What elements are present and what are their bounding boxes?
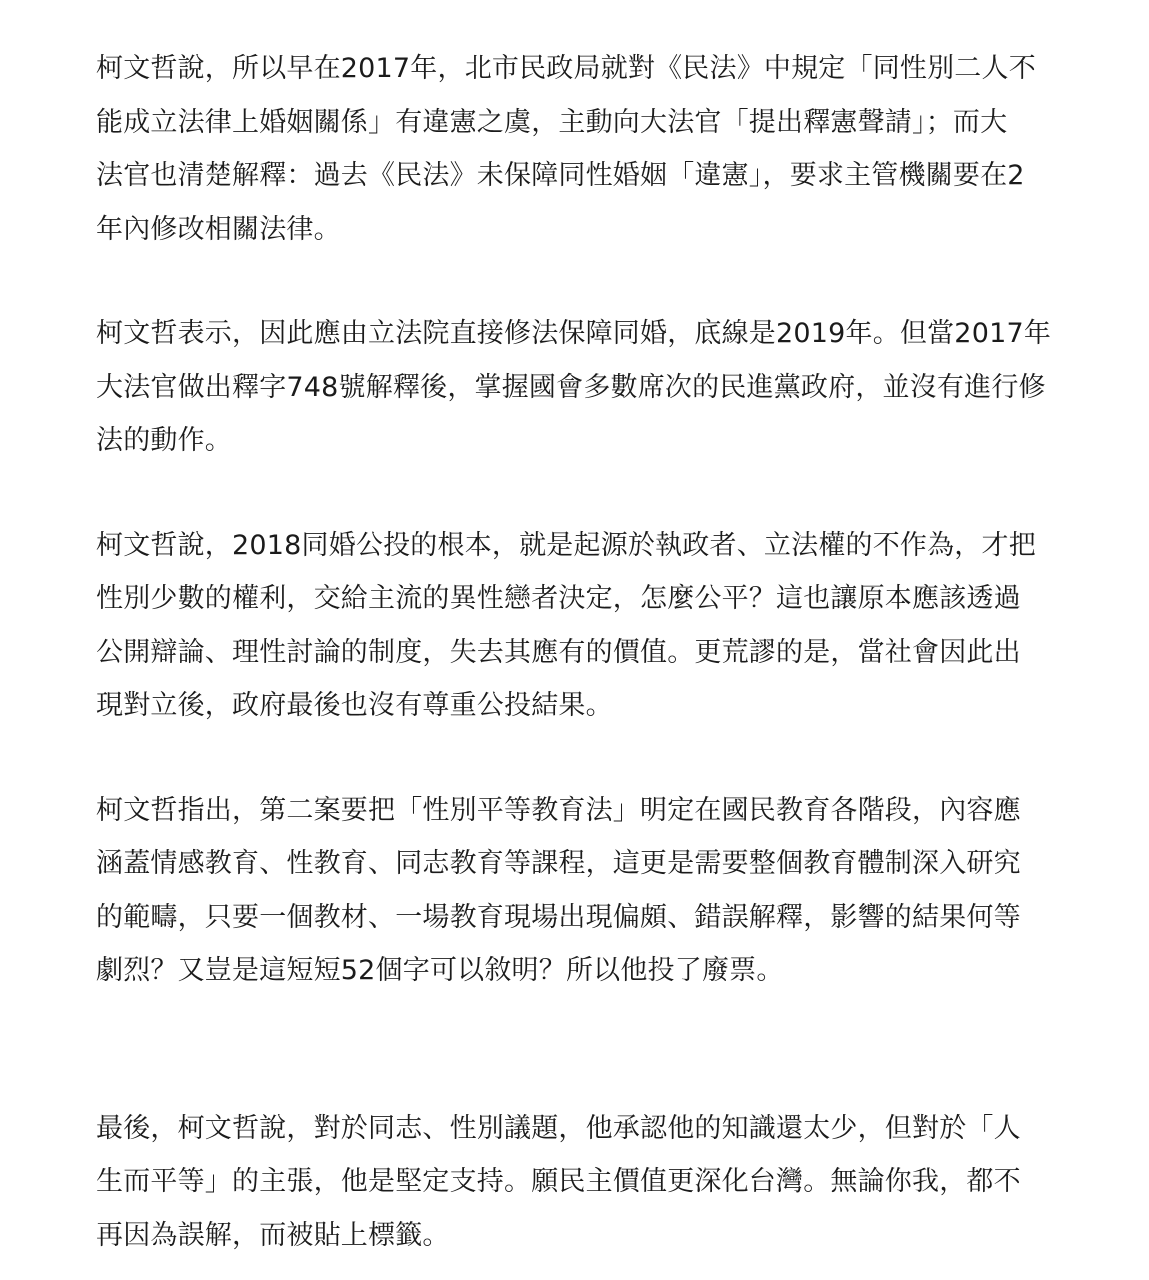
paragraph-line: 年內修改相關法律。 — [96, 213, 341, 245]
paragraph-line: 法官也清楚解釋：過去《民法》未保障同性婚姻「違憲」，要求主管機關要在2 — [96, 160, 1025, 191]
paragraph-spacer — [96, 468, 1056, 519]
paragraph-line: 柯文哲說，2018同婚公投的根本，就是起源於執政者、立法權的不作為，才把 — [96, 529, 1036, 561]
paragraph-line: 柯文哲表示，因此應由立法院直接修法保障同婚，底線是2019年。但當2017年 — [96, 318, 1052, 349]
paragraph-line: 大法官做出釋字748號解釋後，掌握國會多數席次的民進黨政府，並沒有進行修 — [96, 371, 1046, 403]
paragraph-5 — [96, 1102, 1056, 1263]
paragraph-line: 能成立法律上婚姻關係」有違憲之虞，主動向大法官「提出釋憲聲請」；而大 — [96, 106, 1008, 138]
paragraph-line: 劇烈？又豈是這短短52個字可以敘明？所以他投了廢票。 — [96, 955, 784, 986]
paragraph-2 — [96, 307, 1056, 468]
paragraph-line: 涵蓋情感教育、性教育、同志教育等課程，這更是需要整個教育體制深入研究 — [96, 848, 1021, 879]
paragraph-line: 再因為誤解，而被貼上標籤。 — [96, 1219, 450, 1251]
article-body — [96, 42, 1056, 1262]
paragraph-line: 法的動作。 — [96, 425, 232, 456]
paragraph-line: 現對立後，政府最後也沒有尊重公投結果。 — [96, 690, 613, 721]
paragraph-4 — [96, 784, 1056, 998]
paragraph-1 — [96, 42, 1056, 256]
paragraph-spacer — [96, 733, 1056, 784]
paragraph-line: 柯文哲指出，第二案要把「性別平等教育法」明定在國民教育各階段，內容應 — [96, 794, 1021, 826]
paragraph-spacer — [96, 256, 1056, 307]
paragraph-line: 的範疇，只要一個教材、一場教育現場出現偏頗、錯誤解釋，影響的結果何等 — [96, 901, 1021, 933]
paragraph-3 — [96, 519, 1056, 733]
paragraph-line: 公開辯論、理性討論的制度，失去其應有的價值。更荒謬的是，當社會因此出 — [96, 636, 1021, 668]
paragraph-spacer — [96, 998, 1056, 1102]
paragraph-line: 性別少數的權利，交給主流的異性戀者決定，怎麼公平？這也讓原本應該透過 — [96, 583, 1021, 614]
paragraph-line: 生而平等」的主張，他是堅定支持。願民主價值更深化台灣。無論你我，都不 — [96, 1166, 1021, 1197]
paragraph-line: 最後，柯文哲說，對於同志、性別議題，他承認他的知識還太少，但對於「人 — [96, 1112, 1021, 1144]
paragraph-line: 柯文哲說，所以早在2017年，北市民政局就對《民法》中規定「同性別二人不 — [96, 53, 1036, 84]
